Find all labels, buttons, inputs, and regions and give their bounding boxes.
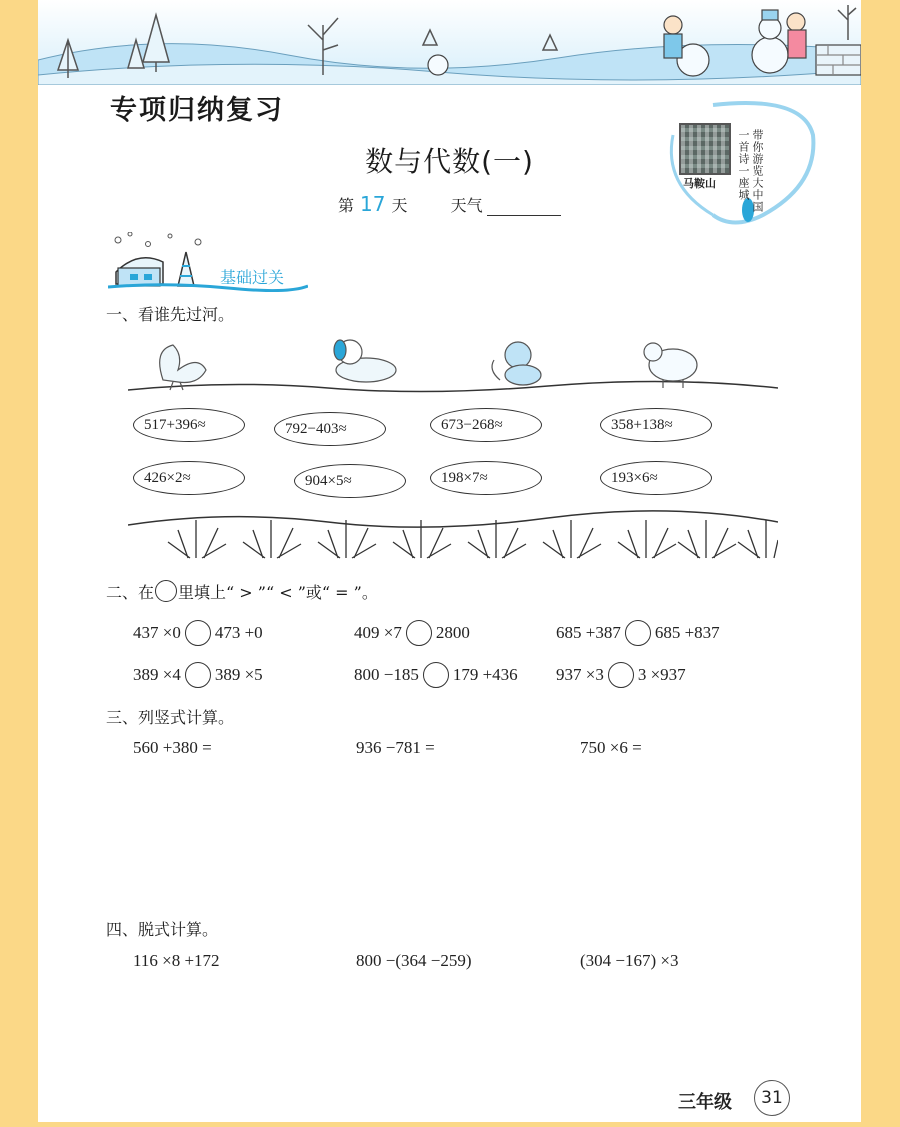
compare-answer-circle[interactable] <box>625 620 651 646</box>
comparison-left: 685 +387 <box>556 623 621 642</box>
estimate-bubble[interactable]: 673−268≈ <box>430 408 542 442</box>
page-number: 31 <box>754 1080 790 1116</box>
qr-vertical-text-2: 带你游览大中国 <box>751 129 764 213</box>
qr-vertical-text-1: 一首诗一座城 <box>737 129 750 201</box>
q2-title <box>106 580 378 603</box>
comparison-left: 437 ×0 <box>133 623 181 642</box>
comparison-left: 409 ×7 <box>354 623 402 642</box>
qr-code[interactable] <box>679 123 731 175</box>
workbook-page <box>38 0 861 1122</box>
weather-blank[interactable] <box>487 201 561 216</box>
monkey-icon <box>492 342 541 385</box>
compare-answer-circle[interactable] <box>608 662 634 688</box>
day-suffix: 天 <box>391 196 408 215</box>
stepwise-calc-item: (304 −167) ×3 <box>580 951 679 970</box>
q2-title-after: 里填上“ > ”“ < ”或“ = ”。 <box>178 583 378 602</box>
comparison-right: 3 ×937 <box>637 665 686 684</box>
qr-caption: 马鞍山 <box>683 177 716 190</box>
vertical-calc-item: 936 −781 = <box>356 738 435 757</box>
stepwise-calc-item: 800 −(364 −259) <box>356 951 472 970</box>
comparison-left: 800 −185 <box>354 665 419 684</box>
dog-icon <box>334 340 396 382</box>
q3-title: 三、列竖式计算。 <box>106 708 235 727</box>
compare-answer-circle[interactable] <box>406 620 432 646</box>
estimate-bubble[interactable]: 358+138≈ <box>600 408 712 442</box>
grade-label: 三年级 <box>678 1092 732 1113</box>
page-title: 数与代数(一) <box>365 145 534 178</box>
comparison-item <box>354 620 470 646</box>
qr-block <box>653 95 823 235</box>
estimate-bubble[interactable]: 904×5≈ <box>294 464 406 498</box>
comparison-item <box>354 662 518 688</box>
day-weather-line <box>338 192 561 216</box>
answer-circle-icon <box>155 580 177 602</box>
comparison-right: 389 ×5 <box>214 665 263 684</box>
section-label: 专项归纳复习 <box>110 95 284 126</box>
compare-answer-circle[interactable] <box>185 662 211 688</box>
comparison-item <box>133 620 263 646</box>
comparison-right: 685 +837 <box>654 623 720 642</box>
compare-answer-circle[interactable] <box>423 662 449 688</box>
vertical-calc-item: 750 ×6 = <box>580 738 642 757</box>
weather-label: 天气 <box>450 196 483 215</box>
estimate-bubble[interactable]: 198×7≈ <box>430 461 542 495</box>
comparison-left: 937 ×3 <box>556 665 604 684</box>
compare-answer-circle[interactable] <box>185 620 211 646</box>
day-prefix: 第 <box>338 196 355 215</box>
comparison-item <box>133 662 263 688</box>
vertical-calc-item: 560 +380 = <box>133 738 212 757</box>
q4-title: 四、脱式计算。 <box>106 920 219 939</box>
stepwise-calc-item: 116 ×8 +172 <box>133 951 220 970</box>
rooster-icon <box>160 345 206 390</box>
river-crossing-illustration <box>128 330 778 570</box>
estimate-bubble[interactable]: 517+396≈ <box>133 408 245 442</box>
comparison-item <box>556 620 720 646</box>
comparison-right: 2800 <box>435 623 470 642</box>
comparison-right: 179 +436 <box>452 665 518 684</box>
estimate-bubble[interactable]: 792−403≈ <box>274 412 386 446</box>
comparison-left: 389 ×4 <box>133 665 181 684</box>
basic-section-label: 基础过关 <box>220 268 285 287</box>
estimate-bubble[interactable]: 426×2≈ <box>133 461 245 495</box>
comparison-item <box>556 662 686 688</box>
q2-title-before: 二、在 <box>106 583 155 602</box>
q1-title: 一、看谁先过河。 <box>106 305 235 324</box>
comparison-right: 473 +0 <box>214 623 263 642</box>
day-number: 17 <box>360 192 386 216</box>
estimate-bubble[interactable]: 193×6≈ <box>600 461 712 495</box>
winter-banner-illustration <box>38 0 861 85</box>
